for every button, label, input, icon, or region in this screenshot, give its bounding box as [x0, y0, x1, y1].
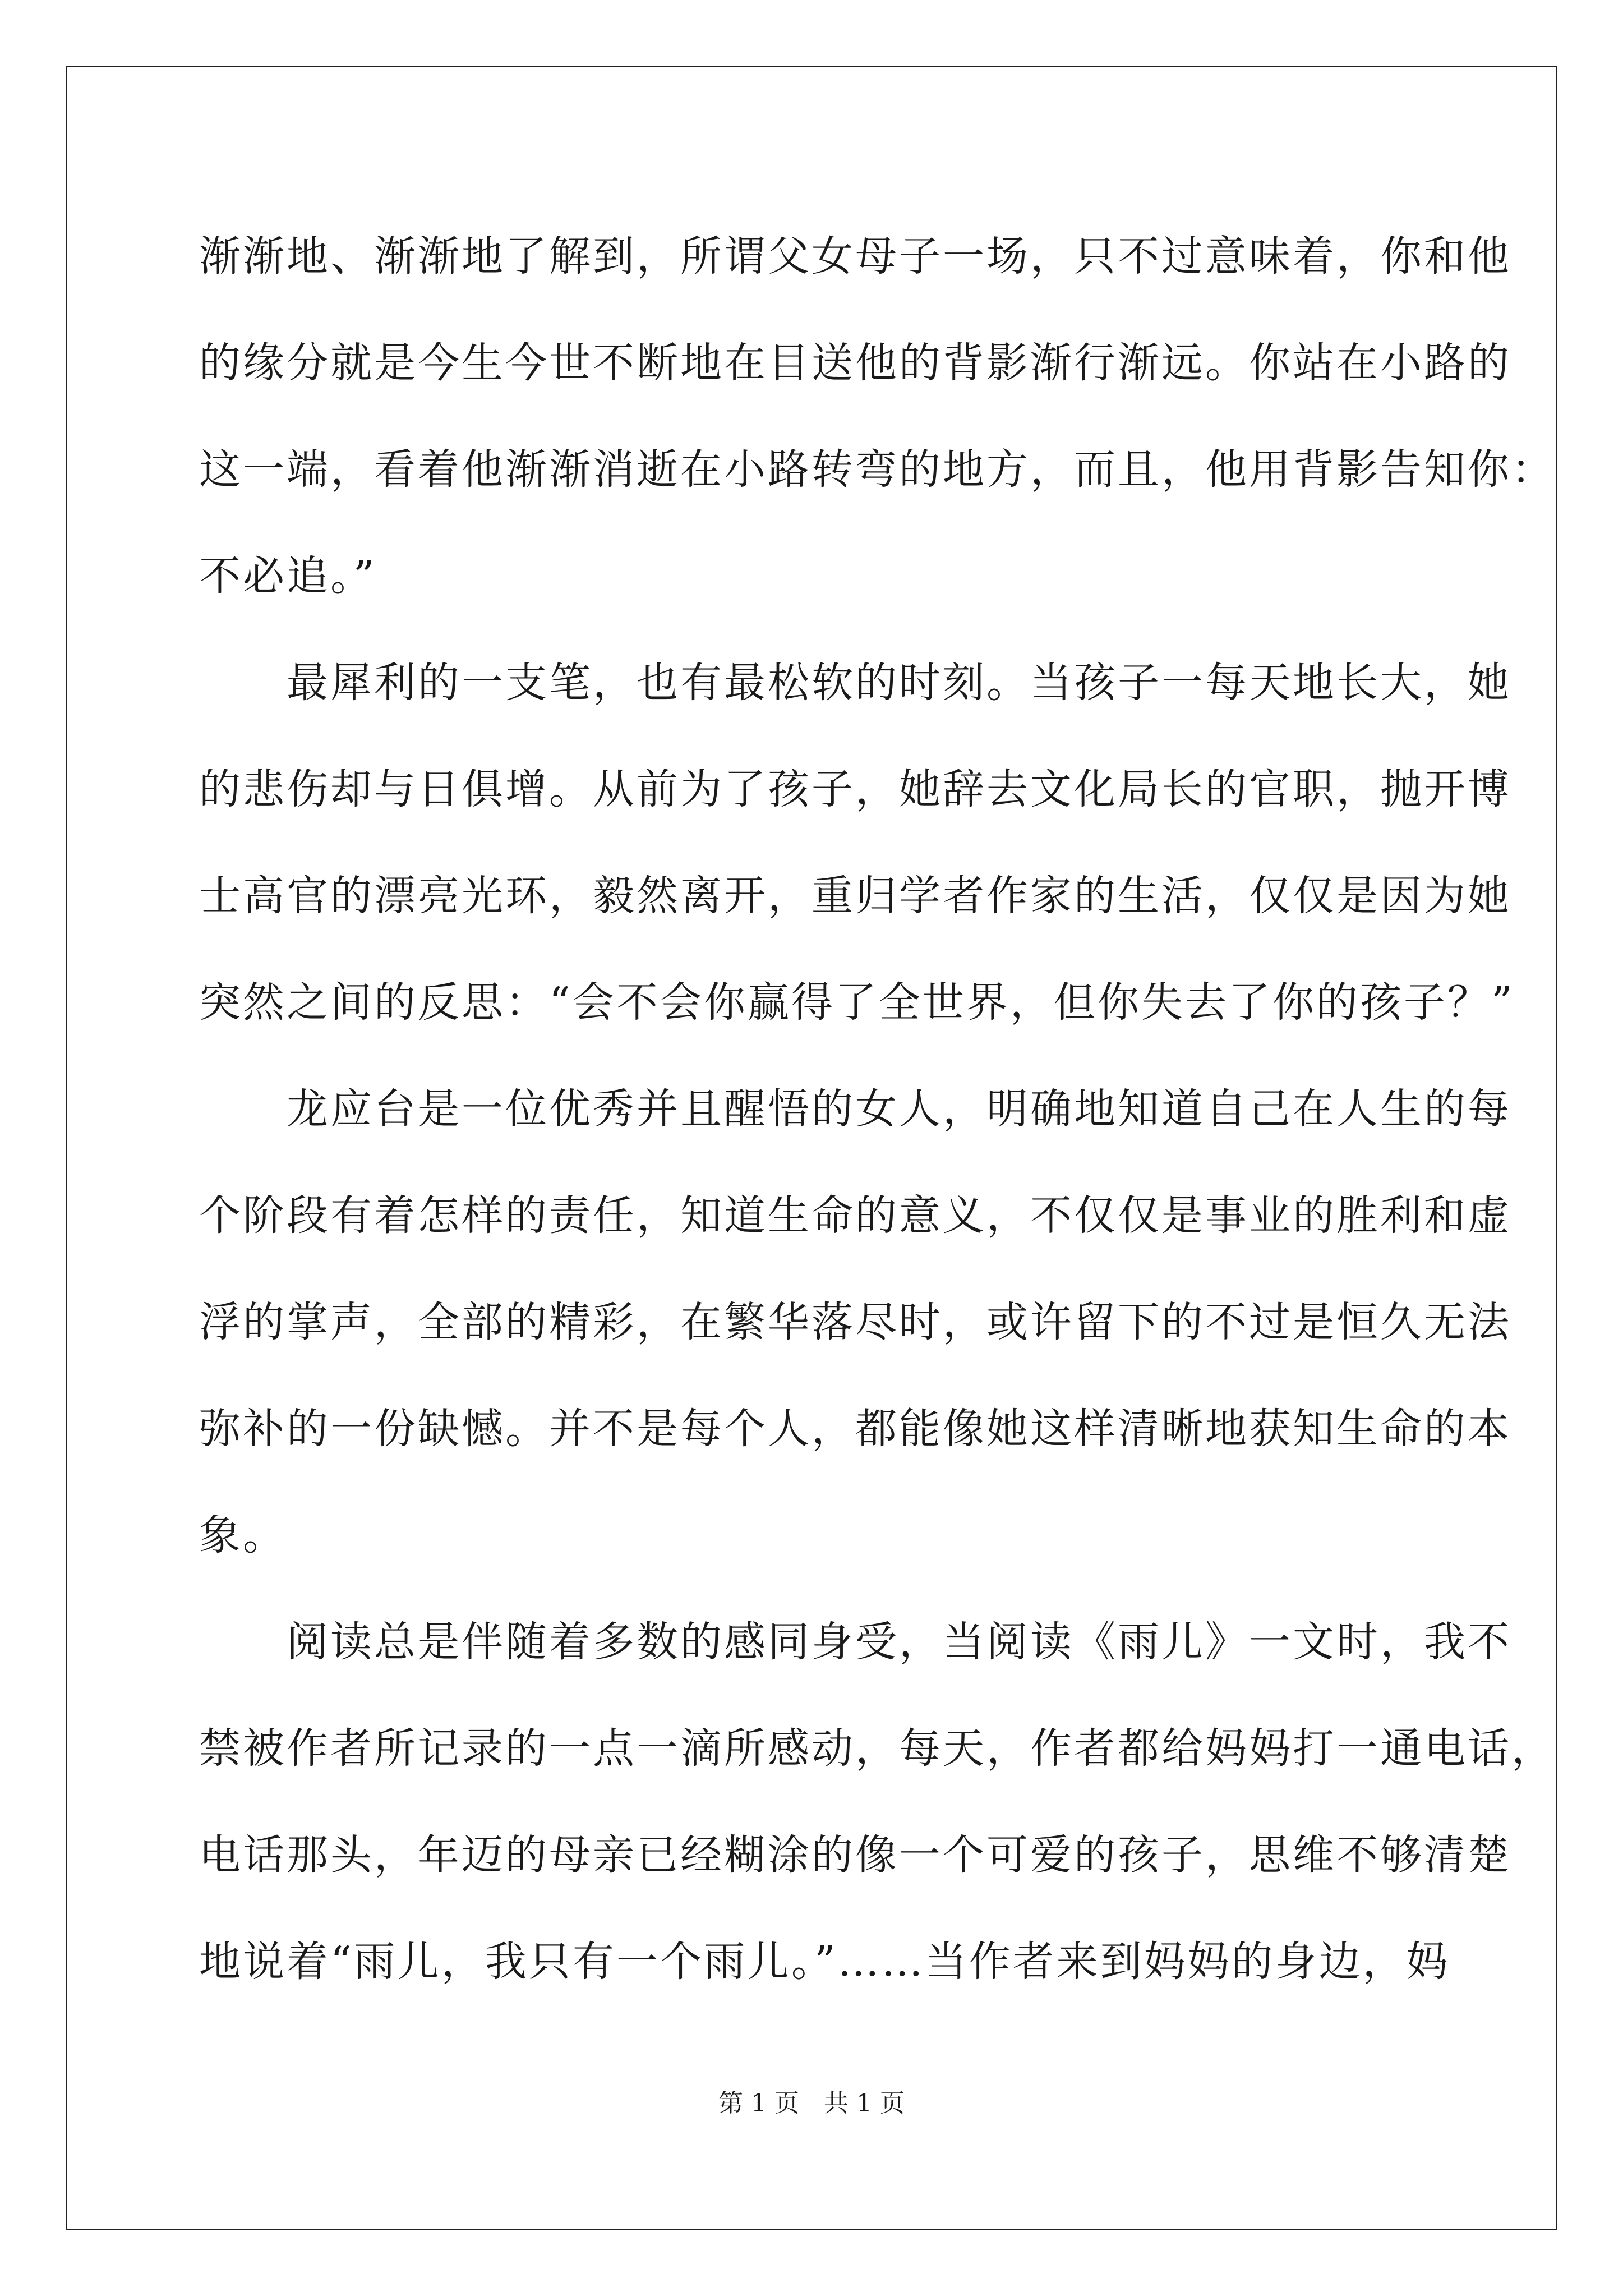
text-line: 个阶段有着怎样的责任，知道生命的意义，不仅仅是事业的胜利和虚 — [199, 1191, 1511, 1240]
text-line: 的悲伤却与日俱增。从前为了孩子，她辞去文化局长的官职，抛开博 — [199, 765, 1511, 813]
text-line: 浮的掌声，全部的精彩，在繁华落尽时，或许留下的不过是恒久无法 — [199, 1298, 1511, 1346]
text-line: 渐渐地、渐渐地了解到，所谓父女母子一场，只不过意味着，你和他 — [199, 232, 1511, 280]
text-line: 象。 — [199, 1511, 287, 1559]
document-body — [199, 203, 1555, 2015]
text-line: 突然之间的反思：“会不会你赢得了全世界，但你失去了你的孩子？” — [199, 978, 1515, 1027]
text-line: 地说着“雨儿，我只有一个雨儿。”……当作者来到妈妈的身边，妈 — [199, 1938, 1450, 1986]
text-line: 电话那头，年迈的母亲已经糊涂的像一个可爱的孩子，思维不够清楚 — [199, 1831, 1511, 1879]
text-line: 禁被作者所记录的一点一滴所感动，每天，作者都给妈妈打一通电话， — [199, 1724, 1555, 1773]
text-line: 龙应台是一位优秀并且醒悟的女人，明确地知道自己在人生的每 — [199, 1085, 1511, 1133]
page-footer: 第 1 页 共 1 页 — [718, 2089, 905, 2118]
text-line: 这一端，看着他渐渐消逝在小路转弯的地方，而且，他用背影告知你： — [199, 445, 1555, 494]
text-line: 的缘分就是今生今世不断地在目送他的背影渐行渐远。你站在小路的 — [199, 339, 1511, 387]
text-line: 最犀利的一支笔，也有最松软的时刻。当孩子一每天地长大，她 — [199, 659, 1511, 707]
text-line: 不必追。” — [199, 552, 377, 600]
text-line: 弥补的一份缺憾。并不是每个人，都能像她这样清晰地获知生命的本 — [199, 1405, 1511, 1453]
text-line: 士高官的漂亮光环，毅然离开，重归学者作家的生活，仅仅是因为她 — [199, 872, 1511, 920]
text-line: 阅读总是伴随着多数的感同身受，当阅读《雨儿》一文时，我不 — [199, 1618, 1511, 1666]
